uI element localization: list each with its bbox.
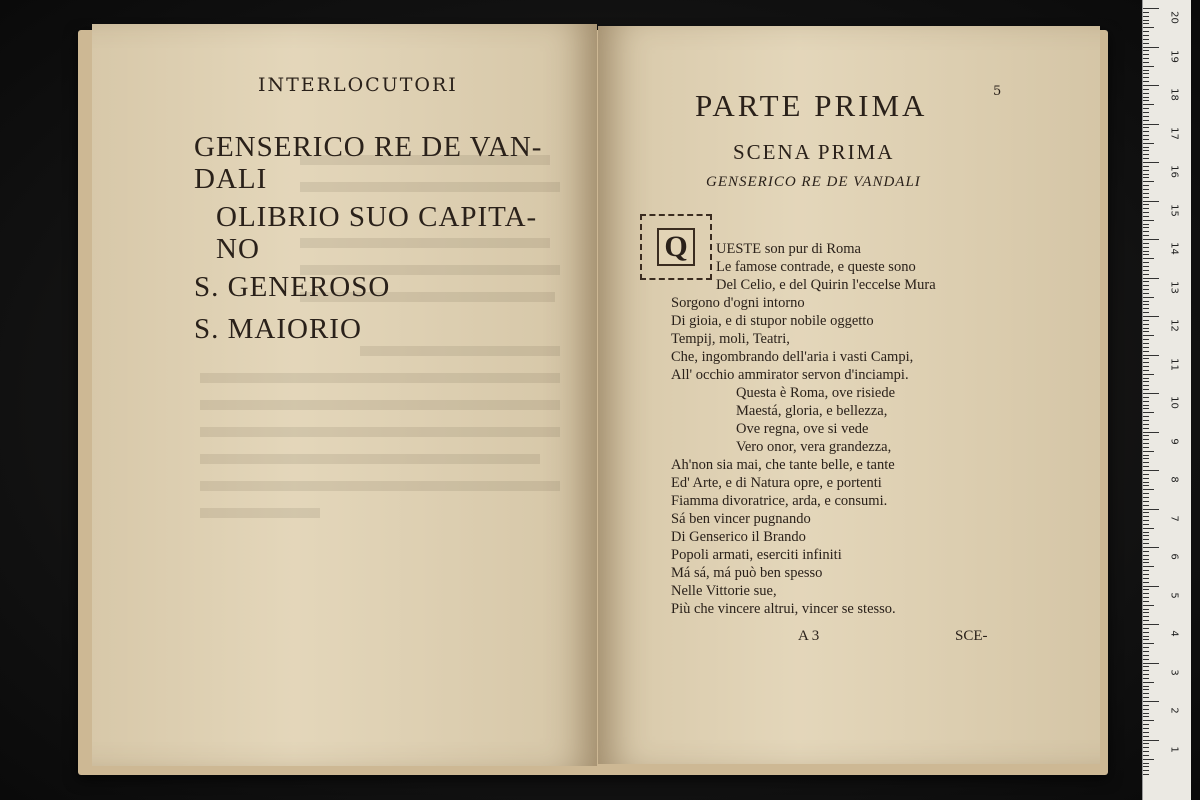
character-line: OLIBRIO SUO CAPITA-	[216, 201, 538, 233]
ruler-label: 18	[1168, 88, 1180, 101]
ruler-tick	[1143, 555, 1149, 556]
ruler-tick	[1143, 751, 1149, 752]
ruler-tick	[1143, 489, 1154, 490]
verse-line: Di gioia, e di stupor nobile oggetto	[671, 313, 874, 329]
ruler-tick	[1143, 593, 1149, 594]
scene-title: SCENA PRIMA	[733, 140, 895, 164]
ruler-tick	[1143, 224, 1149, 225]
ruler-tick	[1143, 535, 1149, 536]
ruler-tick	[1143, 320, 1149, 321]
ruler-tick	[1143, 405, 1149, 406]
ruler-tick	[1143, 62, 1149, 63]
ruler-tick	[1143, 574, 1149, 575]
ruler-label: 3	[1168, 668, 1180, 676]
speaker-name: GENSERICO RE DE VANDALI	[706, 174, 921, 190]
ruler-tick	[1143, 682, 1154, 683]
ruler-tick	[1143, 316, 1159, 317]
ruler-tick	[1143, 747, 1149, 748]
ruler-tick	[1143, 374, 1154, 375]
ruler-tick	[1143, 362, 1149, 363]
ruler-tick	[1143, 639, 1149, 640]
ruler-tick	[1143, 70, 1149, 71]
ruler-tick	[1143, 266, 1149, 267]
ruler-label: 8	[1168, 476, 1180, 483]
ruler-tick	[1143, 416, 1149, 417]
ruler-tick	[1143, 443, 1149, 444]
ruler-tick	[1143, 663, 1159, 664]
ruler-tick	[1143, 612, 1149, 613]
verse-line: Maestá, gloria, e bellezza,	[736, 403, 888, 419]
ruler-tick	[1143, 636, 1149, 637]
ruler-tick	[1143, 12, 1149, 13]
ruler-tick	[1143, 50, 1149, 51]
ruler-tick	[1143, 378, 1149, 379]
ruler-tick	[1143, 35, 1149, 36]
ruler-tick	[1143, 620, 1149, 621]
ruler-tick	[1143, 720, 1154, 721]
ruler-tick	[1143, 89, 1149, 90]
ruler-tick	[1143, 54, 1149, 55]
ruler-label: 2	[1168, 707, 1180, 714]
catchword: SCE-	[955, 628, 988, 644]
ruler-tick	[1143, 505, 1149, 506]
ruler-tick	[1143, 201, 1159, 202]
ruler-tick	[1143, 324, 1149, 325]
verse-line: Che, ingombrando dell'aria i vasti Campi,	[671, 349, 914, 365]
ruler-tick	[1143, 204, 1149, 205]
ruler-tick	[1143, 470, 1159, 471]
ruler-tick	[1143, 270, 1149, 271]
ruler-tick	[1143, 251, 1149, 252]
ruler-tick	[1143, 616, 1149, 617]
ruler-tick	[1143, 281, 1149, 282]
ruler-tick	[1143, 601, 1149, 602]
ruler-tick	[1143, 559, 1149, 560]
ruler-label: 5	[1168, 591, 1180, 599]
ruler-tick	[1143, 458, 1149, 459]
ruler-tick	[1143, 355, 1159, 356]
interlocutori-heading: INTERLOCUTORI	[258, 74, 458, 96]
ruler-tick	[1143, 713, 1149, 714]
ruler-tick	[1143, 705, 1149, 706]
character-line: NO	[216, 233, 260, 265]
ruler-tick	[1143, 509, 1159, 510]
verse-line: Questa è Roma, ove risiede	[736, 385, 896, 401]
ruler-tick	[1143, 100, 1149, 101]
ruler-tick	[1143, 166, 1149, 167]
verse-line: Ah'non sia mai, che tante belle, e tante	[671, 457, 895, 473]
ruler-tick	[1143, 528, 1154, 529]
part-title: PARTE PRIMA	[695, 88, 928, 123]
ruler-tick	[1143, 686, 1149, 687]
ruler-tick	[1143, 293, 1149, 294]
ruler-tick	[1143, 493, 1149, 494]
ruler-tick	[1143, 455, 1149, 456]
ruler-tick	[1143, 147, 1149, 148]
ruler-tick	[1143, 770, 1149, 771]
ruler-tick	[1143, 655, 1149, 656]
ruler-tick	[1143, 701, 1159, 702]
verse-line: Del Celio, e del Quirin l'eccelse Mura	[716, 277, 936, 293]
ornamental-drop-cap	[640, 214, 712, 280]
ruler-tick	[1143, 150, 1149, 151]
ruler-tick	[1143, 659, 1149, 660]
ruler-tick	[1143, 131, 1149, 132]
ruler-tick	[1143, 551, 1149, 552]
ruler-tick	[1143, 447, 1149, 448]
character-line: S. GENEROSO	[194, 271, 391, 303]
ruler-tick	[1143, 239, 1159, 240]
ruler-tick	[1143, 763, 1149, 764]
ruler-tick	[1143, 47, 1159, 48]
ruler-tick	[1143, 304, 1149, 305]
drop-cap-letter: Q	[657, 228, 695, 266]
ruler-tick	[1143, 586, 1159, 587]
ruler-tick	[1143, 755, 1149, 756]
verse-line: Ed' Arte, e di Natura opre, e portenti	[671, 475, 882, 491]
ruler-tick	[1143, 158, 1149, 159]
ruler-tick	[1143, 393, 1159, 394]
ruler-tick	[1143, 589, 1149, 590]
ruler-tick	[1143, 381, 1149, 382]
ruler-tick	[1143, 97, 1149, 98]
ruler-tick	[1143, 697, 1149, 698]
ruler-tick	[1143, 759, 1154, 760]
verse-line: Tempij, moli, Teatri,	[671, 331, 790, 347]
ruler-tick	[1143, 366, 1149, 367]
ruler-tick	[1143, 578, 1149, 579]
ruler-tick	[1143, 331, 1149, 332]
ruler-tick	[1143, 220, 1154, 221]
ruler-label: 19	[1168, 49, 1180, 63]
ruler-tick	[1143, 20, 1149, 21]
verse-line: Nelle Vittorie sue,	[671, 583, 777, 599]
ruler-tick	[1143, 77, 1149, 78]
ruler-tick	[1143, 85, 1159, 86]
ruler-tick	[1143, 39, 1149, 40]
verse-line: Ove regna, ove si vede	[736, 421, 869, 437]
ruler-tick	[1143, 347, 1149, 348]
ruler-tick	[1143, 689, 1149, 690]
ruler-tick	[1143, 254, 1149, 255]
ruler-tick	[1143, 670, 1149, 671]
ruler-tick	[1143, 274, 1149, 275]
verse-line: Sá ben vincer pugnando	[671, 511, 811, 527]
ruler-tick	[1143, 120, 1149, 121]
ruler-label: 7	[1168, 514, 1180, 522]
ruler-tick	[1143, 8, 1159, 9]
ruler-tick	[1143, 693, 1149, 694]
ruler-tick	[1143, 628, 1149, 629]
ruler-tick	[1143, 401, 1149, 402]
ruler-tick	[1143, 247, 1149, 248]
ruler-tick	[1143, 497, 1149, 498]
ruler-tick	[1143, 724, 1149, 725]
ruler-tick	[1143, 439, 1149, 440]
ruler-tick	[1143, 112, 1149, 113]
ruler-tick	[1143, 774, 1149, 775]
ruler-tick	[1143, 740, 1159, 741]
ruler-tick	[1143, 104, 1154, 105]
ruler-tick	[1143, 643, 1154, 644]
ruler-tick	[1143, 647, 1149, 648]
ruler-tick	[1143, 124, 1159, 125]
ruler-tick	[1143, 716, 1149, 717]
ruler-tick	[1143, 482, 1149, 483]
ruler-tick	[1143, 143, 1154, 144]
ruler-label: 12	[1168, 319, 1180, 332]
ruler-tick	[1143, 709, 1149, 710]
ruler-tick	[1143, 66, 1154, 67]
ruler-tick	[1143, 624, 1159, 625]
ruler-tick	[1143, 73, 1149, 74]
ruler-tick	[1143, 516, 1149, 517]
ruler-tick	[1143, 31, 1149, 32]
ruler-tick	[1143, 732, 1149, 733]
ruler-tick	[1143, 227, 1149, 228]
ruler-tick	[1143, 412, 1154, 413]
signature-mark: A 3	[798, 628, 820, 644]
verse-line: Popoli armati, eserciti infiniti	[671, 547, 842, 563]
ruler-label: 10	[1168, 396, 1180, 409]
page-mark: 5	[993, 84, 1002, 99]
ruler-tick	[1143, 351, 1149, 352]
ruler-tick	[1143, 174, 1149, 175]
character-line: DALI	[194, 163, 268, 195]
ruler-tick	[1143, 343, 1149, 344]
ruler-tick	[1143, 358, 1149, 359]
ruler-tick	[1143, 562, 1149, 563]
ruler-tick	[1143, 678, 1149, 679]
ruler-label: 14	[1168, 242, 1180, 255]
verse-line: Di Genserico il Brando	[671, 529, 806, 545]
ruler-tick	[1143, 605, 1154, 606]
ruler-tick	[1143, 520, 1149, 521]
ruler-tick	[1143, 736, 1149, 737]
ruler-tick	[1143, 466, 1149, 467]
ruler-tick	[1143, 262, 1149, 263]
ruler-tick	[1143, 385, 1149, 386]
ruler-label: 13	[1168, 280, 1180, 294]
ruler-label: 6	[1168, 553, 1180, 560]
ruler-label: 15	[1168, 203, 1180, 217]
ruler-tick	[1143, 181, 1154, 182]
ruler-tick	[1143, 301, 1149, 302]
ruler-tick	[1143, 335, 1154, 336]
ruler-tick	[1143, 43, 1149, 44]
verse-line: Má sá, má può ben spesso	[671, 565, 823, 581]
ruler-tick	[1143, 212, 1149, 213]
ruler-tick	[1143, 597, 1149, 598]
verse-line: Vero onor, vera grandezza,	[736, 439, 892, 455]
ruler-tick	[1143, 512, 1149, 513]
ruler-tick	[1143, 424, 1149, 425]
ruler-tick	[1143, 539, 1149, 540]
ruler-tick	[1143, 258, 1154, 259]
ruler-tick	[1143, 582, 1149, 583]
ruler-tick	[1143, 524, 1149, 525]
ruler-label: 20	[1168, 11, 1180, 24]
ruler-tick	[1143, 474, 1149, 475]
character-line: GENSERICO RE DE VAN-	[194, 131, 543, 163]
ruler-tick	[1143, 566, 1154, 567]
ruler-tick	[1143, 666, 1149, 667]
ruler-tick	[1143, 216, 1149, 217]
ruler-tick	[1143, 728, 1149, 729]
ruler-label: 17	[1168, 126, 1180, 140]
ruler-tick	[1143, 235, 1149, 236]
verse-line: Sorgono d'ogni intorno	[671, 295, 805, 311]
ruler-tick	[1143, 189, 1149, 190]
measuring-ruler	[1142, 0, 1191, 800]
ruler-tick	[1143, 81, 1149, 82]
ruler-label: 9	[1168, 437, 1180, 445]
ruler-tick	[1143, 23, 1149, 24]
ruler-tick	[1143, 408, 1149, 409]
verse-line: Fiamma divoratrice, arda, e consumi.	[671, 493, 888, 509]
ruler-tick	[1143, 543, 1149, 544]
ruler-tick	[1143, 185, 1149, 186]
character-line: S. MAIORIO	[194, 313, 362, 345]
ruler-tick	[1143, 428, 1149, 429]
ruler-tick	[1143, 451, 1154, 452]
ruler-tick	[1143, 435, 1149, 436]
ruler-tick	[1143, 478, 1149, 479]
ruler-tick	[1143, 632, 1149, 633]
ruler-label: 11	[1168, 357, 1180, 371]
ruler-tick	[1143, 339, 1149, 340]
ruler-tick	[1143, 532, 1149, 533]
ruler-tick	[1143, 308, 1149, 309]
ruler-tick	[1143, 312, 1149, 313]
ruler-tick	[1143, 766, 1149, 767]
verse-line: All' occhio ammirator servon d'inciampi.	[671, 367, 909, 383]
ruler-tick	[1143, 609, 1149, 610]
ruler-tick	[1143, 743, 1149, 744]
ruler-tick	[1143, 231, 1149, 232]
ruler-label: 1	[1168, 745, 1180, 753]
verse-line: Più che vincere altrui, vincer se stesso.	[671, 601, 896, 617]
ruler-tick	[1143, 27, 1154, 28]
verse-line: Le famose contrade, e queste sono	[716, 259, 916, 275]
ruler-tick	[1143, 462, 1149, 463]
ruler-tick	[1143, 432, 1159, 433]
ruler-tick	[1143, 501, 1149, 502]
ruler-label: 16	[1168, 165, 1180, 178]
ruler-tick	[1143, 285, 1149, 286]
ruler-tick	[1143, 16, 1149, 17]
ruler-label: 4	[1168, 630, 1180, 637]
ruler-tick	[1143, 162, 1159, 163]
ruler-tick	[1143, 139, 1149, 140]
ruler-tick	[1143, 420, 1149, 421]
ruler-tick	[1143, 154, 1149, 155]
ruler-tick	[1143, 193, 1149, 194]
ruler-tick	[1143, 177, 1149, 178]
ruler-tick	[1143, 297, 1154, 298]
ruler-tick	[1143, 289, 1149, 290]
ruler-tick	[1143, 243, 1149, 244]
ruler-tick	[1143, 58, 1149, 59]
ruler-tick	[1143, 135, 1149, 136]
ruler-tick	[1143, 328, 1149, 329]
verse-line: UESTE son pur di Roma	[716, 241, 861, 257]
ruler-tick	[1143, 397, 1149, 398]
ruler-tick	[1143, 570, 1149, 571]
ruler-tick	[1143, 278, 1159, 279]
ruler-tick	[1143, 116, 1149, 117]
ruler-tick	[1143, 547, 1159, 548]
ruler-tick	[1143, 389, 1149, 390]
ruler-tick	[1143, 370, 1149, 371]
ruler-tick	[1143, 485, 1149, 486]
ruler-tick	[1143, 170, 1149, 171]
ruler-tick	[1143, 127, 1149, 128]
ruler-tick	[1143, 197, 1149, 198]
ruler-tick	[1143, 93, 1149, 94]
ruler-tick	[1143, 674, 1149, 675]
ruler-tick	[1143, 208, 1149, 209]
ruler-tick	[1143, 651, 1149, 652]
ruler-tick	[1143, 108, 1149, 109]
